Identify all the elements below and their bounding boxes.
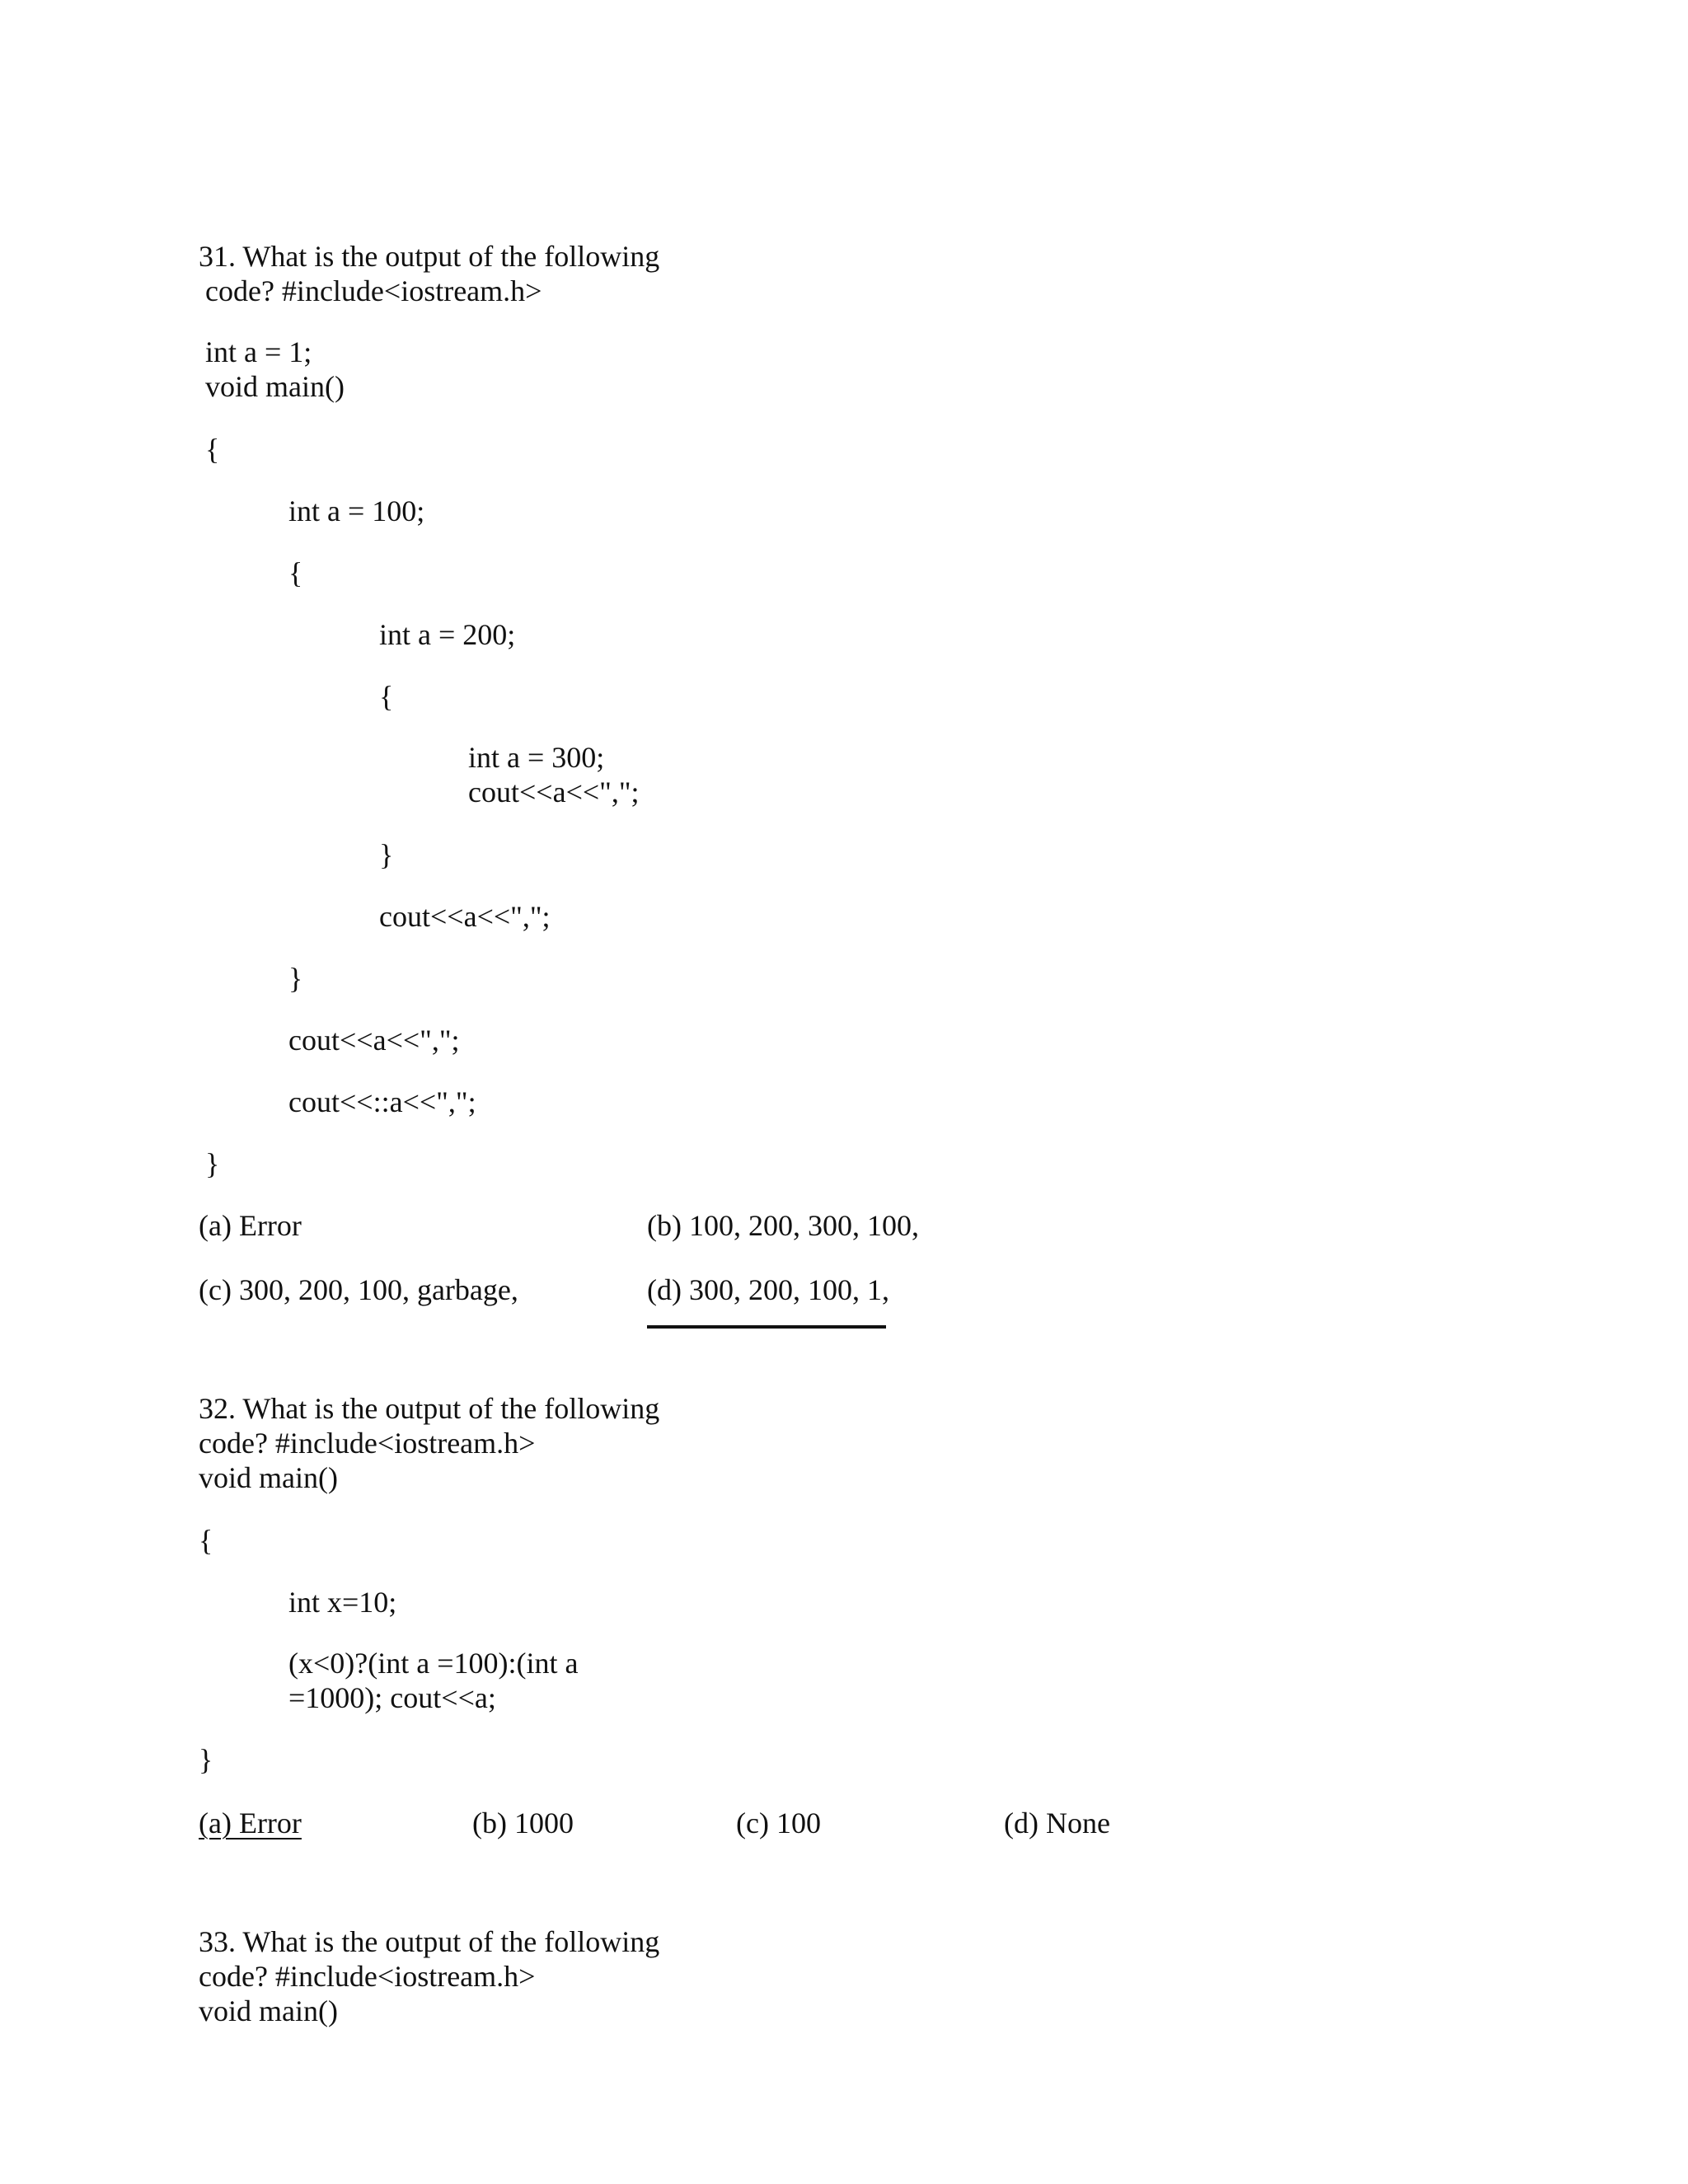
option-d: (d) None (1004, 1807, 1110, 1840)
question-33-prompt-line-2: code? #include<iostream.h> (199, 1960, 536, 1993)
code-line: int a = 300; (468, 741, 605, 774)
code-line: =1000); cout<<a; (288, 1681, 496, 1714)
question-32-prompt-line-3: void main() (199, 1461, 338, 1494)
code-line: (x<0)?(int a =100):(int a (288, 1647, 579, 1680)
code-line: cout<<a<<","; (288, 1024, 460, 1057)
option-d: (d) 300, 200, 100, 1, (647, 1273, 889, 1306)
code-line: int a = 1; (205, 335, 312, 368)
question-33-prompt-line-3: void main() (199, 1994, 338, 2027)
answer-underline (647, 1325, 886, 1329)
code-line: cout<<::a<<","; (288, 1085, 476, 1118)
option-c: (c) 300, 200, 100, garbage, (199, 1273, 518, 1306)
option-a: (a) Error (199, 1209, 302, 1242)
question-31-prompt-line-2: code? #include<iostream.h> (205, 274, 542, 307)
code-line: { (379, 680, 394, 713)
code-line: cout<<a<<","; (468, 776, 640, 808)
question-31-prompt-line-1: 31. What is the output of the following (199, 240, 660, 273)
question-33-prompt-line-1: 33. What is the output of the following (199, 1925, 660, 1958)
code-line: { (288, 556, 303, 589)
code-line: { (205, 433, 220, 466)
option-b: (b) 100, 200, 300, 100, (647, 1209, 919, 1242)
code-line: int a = 100; (288, 494, 425, 527)
code-line: } (199, 1743, 213, 1776)
code-line: int x=10; (288, 1586, 397, 1619)
code-line: } (205, 1147, 220, 1180)
code-line: cout<<a<<","; (379, 900, 551, 933)
code-line: { (199, 1524, 213, 1557)
code-line: } (379, 838, 394, 871)
option-b: (b) 1000 (472, 1807, 574, 1840)
question-32-prompt-line-1: 32. What is the output of the following (199, 1392, 660, 1425)
option-c: (c) 100 (736, 1807, 821, 1840)
code-line: int a = 200; (379, 618, 516, 651)
code-line: } (288, 962, 303, 995)
code-line: void main() (205, 370, 345, 403)
question-32-prompt-line-2: code? #include<iostream.h> (199, 1427, 536, 1460)
option-a: (a) Error (199, 1807, 302, 1840)
